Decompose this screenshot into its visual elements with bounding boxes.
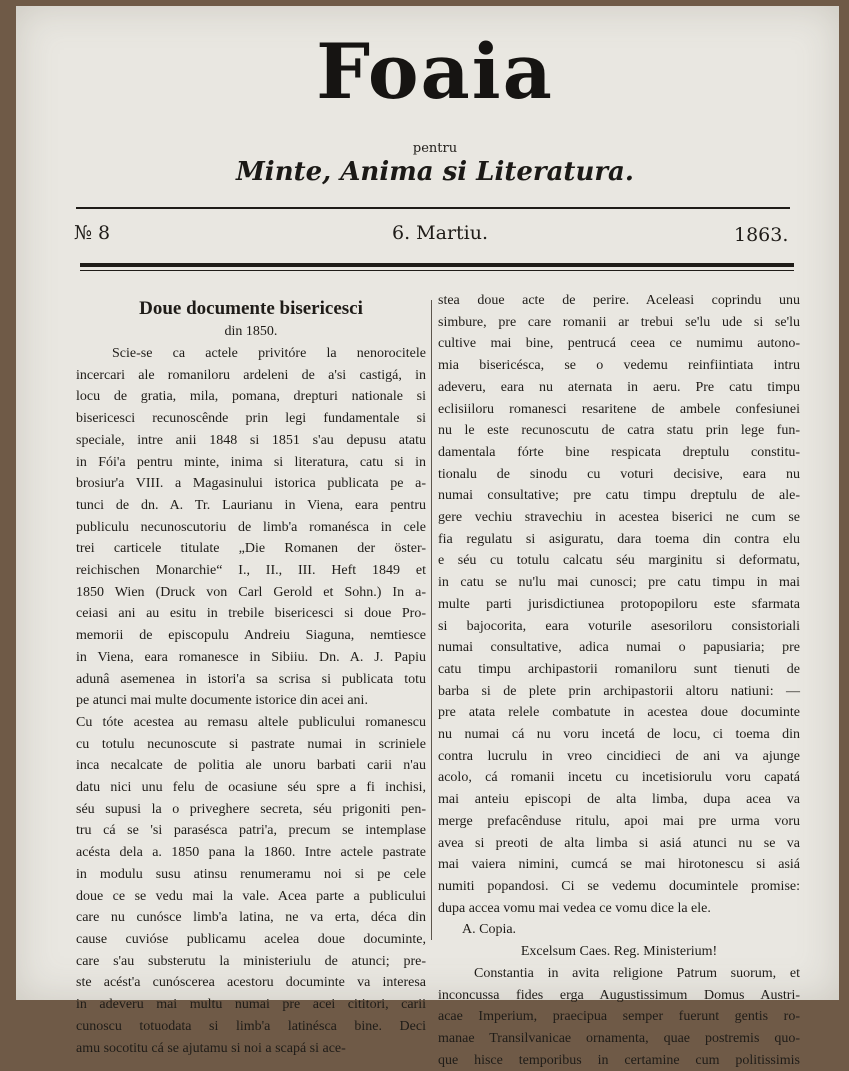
text-line: stea doue acte de perire. Aceleasi coprindu unu: [438, 293, 800, 308]
text-line: care s'au substerutu la ministeriulu de atunci; pre-: [76, 953, 426, 969]
text-line: cultive mai bine, pentrucá ceea ce numimu autono-: [438, 336, 800, 352]
text-line: multe parti jurisdictiunea protopopiloru este sfarmata: [438, 596, 800, 612]
text-line: manae Transilvanicae ornamenta, quae postremis quo-: [438, 1030, 800, 1046]
text-line: cunoscu totuodata si limb'a latinésca bine. Deci: [76, 1018, 426, 1034]
text-line: brosiur'a VIII. a Magasinului istorica publicata pe a-: [76, 476, 426, 492]
column-divider: [431, 300, 432, 940]
text-line: datu nici unu felu de ocasiune séu spre a fi inchisi,: [76, 780, 426, 796]
right-column-text: [438, 290, 800, 1071]
text-line: numiti popandosi. Ci se vedemu documintele promise:: [438, 878, 800, 894]
text-line: inca necalcate de politia ale unoru barbati carii n'au: [76, 758, 426, 774]
text-line: Excelsum Caes. Reg. Ministerium!: [520, 944, 718, 960]
text-line: avea si preoti de alta limba si asiá atunci nu se va: [438, 835, 800, 851]
text-line: que hisce temporibus in certamine cum politissimis: [438, 1052, 800, 1068]
text-line: Scie-se ca actele privitóre la nenorocitele: [112, 346, 426, 361]
text-line: adeveru, eara nu aternata in aeru. Pre catu timpu: [438, 379, 800, 395]
text-line: damentala fórte bine respicata dreptulu constitu-: [438, 444, 800, 460]
text-line: bisericesci recunoscênde prin legi fundamentale si: [76, 411, 426, 427]
masthead-pentru: pentru: [412, 141, 458, 156]
text-line: eclisiiloru romanesci resaritene de ambele confesiunei: [438, 401, 800, 417]
article-title: Doue documente bisericesci: [139, 298, 363, 319]
masthead-title: Foaia: [316, 27, 554, 116]
text-line: in catu se nu'lu mai cunosci; pre catu timpu in mai: [438, 575, 800, 591]
text-line: pre atata relele combatute in acestea doue documinte: [438, 705, 800, 721]
text-line: dupa accea vomu mai vedea ce vomu dice la ele.: [438, 900, 711, 916]
top-rule: [76, 207, 790, 209]
text-line: tunci de dn. A. Tr. Laurianu in Viena, eara pentru: [76, 497, 426, 513]
text-line: mai vaiera nimini, cumcá se mai hirotonescu si asiá: [438, 857, 800, 873]
bottom-thick-rule: [80, 263, 794, 267]
text-line: simbure, pre care romanii ar trebui se'lu ude si se'lu: [438, 314, 800, 330]
text-line: care nu cunósce limb'a latina, ne va erta, déca din: [76, 910, 426, 926]
left-column: [76, 290, 426, 1059]
issue-date: 6. Martiu.: [392, 222, 489, 244]
text-line: nu le este recunoscutu de catra statu prin lege fun-: [438, 423, 800, 439]
text-line: ceiasi ani au esitu in trebile bisericesci si doue Pro-: [76, 606, 426, 622]
text-line: tionalu de sinodu cu voturi decisive, eara nu: [438, 466, 800, 482]
text-line: numai consultative; pre catu timpu dreptulu de ale-: [438, 488, 800, 504]
text-line: tru cá se 'si parasésca patri'a, precum se intemplase: [76, 823, 426, 839]
text-line: doue ce se vedu mai la vale. Acea parte a publicului: [76, 888, 426, 904]
text-line: pe atunci mai multe documente istorice din acei ani.: [76, 693, 368, 709]
text-line: amu socotitu cá se ajutamu si noi a scapá si ace-: [76, 1040, 346, 1056]
issue-year: 1863.: [734, 224, 789, 246]
text-line: cu totulu necunoscute si pastrate numai in scriniele: [76, 736, 426, 752]
text-line: 1850 Wien (Druck von Carl Gerold et Sohn.) In a-: [76, 584, 426, 600]
text-line: contra lucrulu in vreo cincidieci de ani va ajunge: [438, 748, 800, 764]
text-line: in modulu susu atinsu renumeramu noi si pe cele: [76, 866, 426, 882]
text-line: ste acést'a cunóscerea acestoru documinte va interesa: [76, 975, 426, 991]
text-line: nu numai cá nu voru incetá de locu, ci toema din: [438, 727, 800, 743]
bottom-thin-rule: [80, 270, 794, 271]
issue-number: № 8: [74, 222, 111, 244]
text-line: gere vechiu stravechiu in acestea biserici ne cum se: [438, 510, 800, 526]
text-line: in Fói'a pentru minte, inima si literatura, catu si in: [76, 454, 426, 470]
text-line: locu de gratia, mila, pomana, drepturi nationale si: [76, 389, 426, 405]
left-column-text: [76, 343, 426, 1059]
text-line: in Viena, eara romanesce in Sibiiu. Dn. A. J. Papiu: [76, 649, 426, 665]
right-column: [438, 290, 800, 1071]
text-line: A. Copia.: [462, 922, 517, 938]
masthead-subtitle: Minte, Anima si Literatura.: [236, 157, 634, 187]
text-line: numai consultative, adica numai o papusiaria; pre: [438, 640, 800, 656]
text-line: merge prefacênduse ritulu, apoi mai pre urma voru: [438, 813, 800, 829]
article-date: din 1850.: [224, 324, 278, 339]
text-line: trei carticele titulate „Die Romanen der öster-: [76, 541, 426, 557]
text-line: in adeveru mai multu numai pre acei cititori, carii: [76, 997, 426, 1013]
text-line: Constantia in avita religione Patrum suorum, et: [474, 965, 800, 981]
text-line: adunâ asemenea in istori'a sa scrisa si publicata totu: [76, 671, 426, 687]
text-line: barba si de plete prin archipastorii altoru natiuni: —: [438, 683, 800, 699]
text-line: séu supusi la o priveghere secreta, séu prigoniti pen-: [76, 801, 426, 817]
text-line: e séu cu totulu calcatu séu marginitu si deformatu,: [438, 553, 800, 569]
text-line: inconcussa fides erga Augustissimum Domus Austri-: [438, 987, 800, 1003]
text-line: memorii de episcopulu Andreiu Siaguna, nemtiesce: [76, 628, 426, 644]
text-line: mia bisericésca, se o vedemu reinfiintiata intru: [438, 358, 800, 374]
text-line: acolo, cá romanii incetu cu incetisiorulu voru capatá: [438, 770, 800, 786]
text-line: reichischen Monarchie“ I., II., III. Heft 1849 et: [76, 563, 426, 579]
text-line: fia regulatu si asiguratu, dara toema din contra elu: [438, 531, 800, 547]
text-line: acésta dela a. 1850 pana la 1860. Intre actele pastrate: [76, 845, 426, 861]
text-line: mai anteiu episcopi de alta limba, dupa acea va: [438, 792, 800, 808]
text-line: publiculu necunoscutoriu de limb'a romanésca in cele: [76, 519, 426, 535]
text-line: catu timpu archipastorii romaniloru sunt tienuti de: [438, 661, 800, 677]
text-line: cause cuvióse publicamu acelea doue documinte,: [76, 931, 426, 947]
text-line: si bajocorita, eara voturile asesoriloru consistoriali: [438, 618, 800, 634]
text-line: acae Imperium, praecipua semper fuerunt gentis ro-: [438, 1009, 800, 1025]
text-line: speciale, intre anii 1848 si 1851 s'au depusu atatu: [76, 432, 426, 448]
text-line: Cu tóte acestea au remasu altele publicului romanescu: [76, 714, 426, 730]
text-line: incercari ale romaniloru ardeleni de a'si castigá, in: [76, 367, 426, 383]
